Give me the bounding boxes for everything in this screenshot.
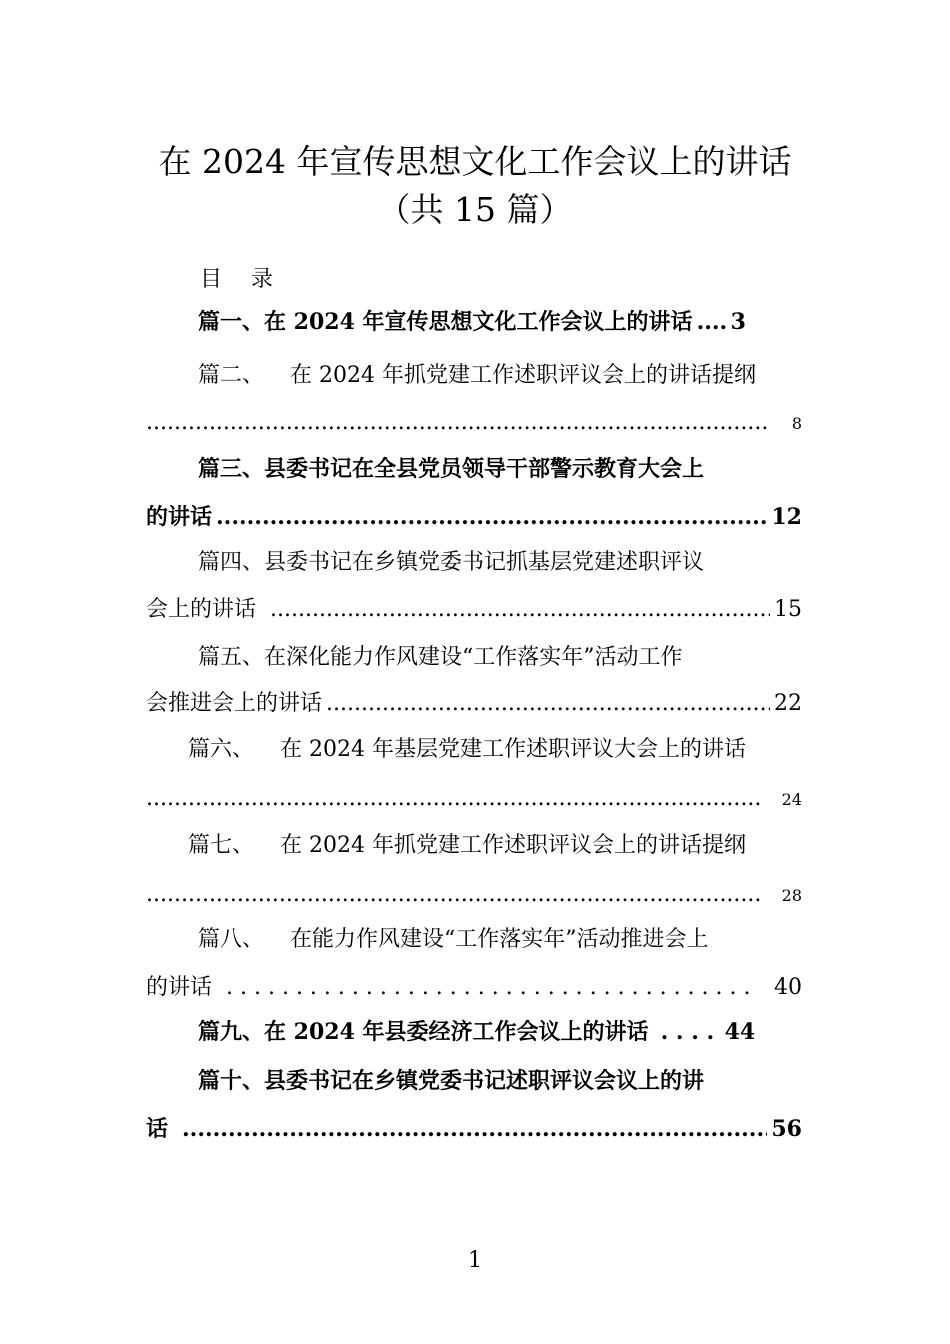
toc-heading: 目 录 bbox=[200, 267, 273, 292]
toc-item-page: 22 bbox=[774, 691, 802, 716]
toc-leader-dots bbox=[226, 975, 754, 1000]
toc-item-label: 篇九、在 2024 年县委经济工作会议上的讲话 bbox=[198, 1019, 649, 1045]
toc-item-2-leader[interactable] bbox=[146, 410, 802, 444]
toc-item-8-cont[interactable] bbox=[146, 970, 802, 1004]
toc-item-6[interactable] bbox=[146, 732, 844, 766]
toc-item-3-cont[interactable] bbox=[146, 500, 802, 534]
toc-item-label: 在 2024 年抓党建工作述职评议会上的讲话提纲 bbox=[290, 363, 756, 388]
toc-item-5-cont[interactable] bbox=[146, 686, 802, 720]
toc-item-8[interactable] bbox=[146, 922, 854, 956]
toc-leader-dots bbox=[182, 1116, 767, 1142]
toc-leader-dots bbox=[326, 691, 770, 716]
document-title-line1: 在 2024 年宣传思想文化工作会议上的讲话 bbox=[158, 142, 792, 181]
toc-item-page: 40 bbox=[774, 975, 802, 1000]
toc-leader-dots bbox=[146, 882, 760, 907]
toc-item-label: 在 2024 年抓党建工作述职评议会上的讲话提纲 bbox=[280, 833, 746, 858]
toc-item-label: 篇五、在深化能力作风建设“工作落实年”活动工作 bbox=[198, 645, 683, 670]
toc-item-page: 28 bbox=[781, 886, 802, 905]
toc-leader-dots bbox=[216, 504, 767, 530]
toc-leader-dots bbox=[697, 309, 727, 335]
toc-leader-dots bbox=[146, 786, 760, 811]
toc-item-prefix: 篇六、 bbox=[188, 737, 255, 762]
document-title-line2: （共 15 篇） bbox=[377, 190, 573, 229]
toc-item-page: 3 bbox=[730, 309, 746, 335]
toc-item-prefix: 篇七、 bbox=[188, 833, 255, 858]
toc-item-7[interactable] bbox=[146, 828, 844, 862]
toc-item-page: 24 bbox=[781, 790, 802, 809]
toc-item-page: 8 bbox=[791, 414, 802, 433]
toc-item-label: 在能力作风建设“工作落实年”活动推进会上 bbox=[290, 927, 709, 952]
toc-item-page: 56 bbox=[771, 1116, 802, 1142]
toc-item-3[interactable] bbox=[146, 452, 854, 486]
toc-item-page: 12 bbox=[771, 504, 802, 530]
toc-item-10-cont[interactable] bbox=[146, 1112, 802, 1146]
toc-item-page: 15 bbox=[774, 597, 802, 622]
toc-item-4[interactable] bbox=[146, 545, 854, 579]
toc-item-7-leader[interactable] bbox=[146, 882, 802, 916]
toc-item-label: 篇四、县委书记在乡镇党委书记抓基层党建述职评议 bbox=[198, 550, 705, 575]
toc-item-label: 篇一、在 2024 年宣传思想文化工作会议上的讲话 bbox=[198, 309, 693, 335]
toc-item-label: 篇三、县委书记在全县党员领导干部警示教育大会上 bbox=[198, 456, 705, 482]
toc-item-4-cont[interactable] bbox=[146, 592, 802, 626]
toc-leader-dots bbox=[661, 1019, 721, 1045]
toc-item-label-cont: 的讲话 bbox=[146, 504, 213, 530]
toc-item-label-cont: 会推进会上的讲话 bbox=[146, 691, 323, 716]
toc-item-prefix: 篇八、 bbox=[198, 927, 265, 952]
toc-item-page: 44 bbox=[724, 1019, 756, 1045]
toc-item-label-cont: 的讲话 bbox=[146, 975, 213, 1000]
toc-item-10[interactable] bbox=[146, 1064, 854, 1098]
toc-item-5[interactable] bbox=[146, 640, 854, 674]
page-number: 1 bbox=[468, 1248, 482, 1273]
toc-item-label-cont: 会上的讲话 bbox=[146, 597, 257, 622]
toc-item-label: 篇十、县委书记在乡镇党委书记述职评议会议上的讲 bbox=[198, 1068, 705, 1094]
toc-item-prefix: 篇二、 bbox=[198, 363, 265, 388]
toc-item-1[interactable] bbox=[146, 305, 854, 339]
toc-item-9[interactable] bbox=[146, 1015, 854, 1049]
toc-item-2[interactable] bbox=[146, 358, 854, 392]
toc-item-label-cont: 话 bbox=[146, 1116, 169, 1142]
toc-item-label: 在 2024 年基层党建工作述职评议大会上的讲话 bbox=[280, 737, 746, 762]
toc-item-6-leader[interactable] bbox=[146, 786, 802, 820]
toc-leader-dots bbox=[270, 597, 770, 622]
toc-leader-dots bbox=[146, 410, 770, 435]
